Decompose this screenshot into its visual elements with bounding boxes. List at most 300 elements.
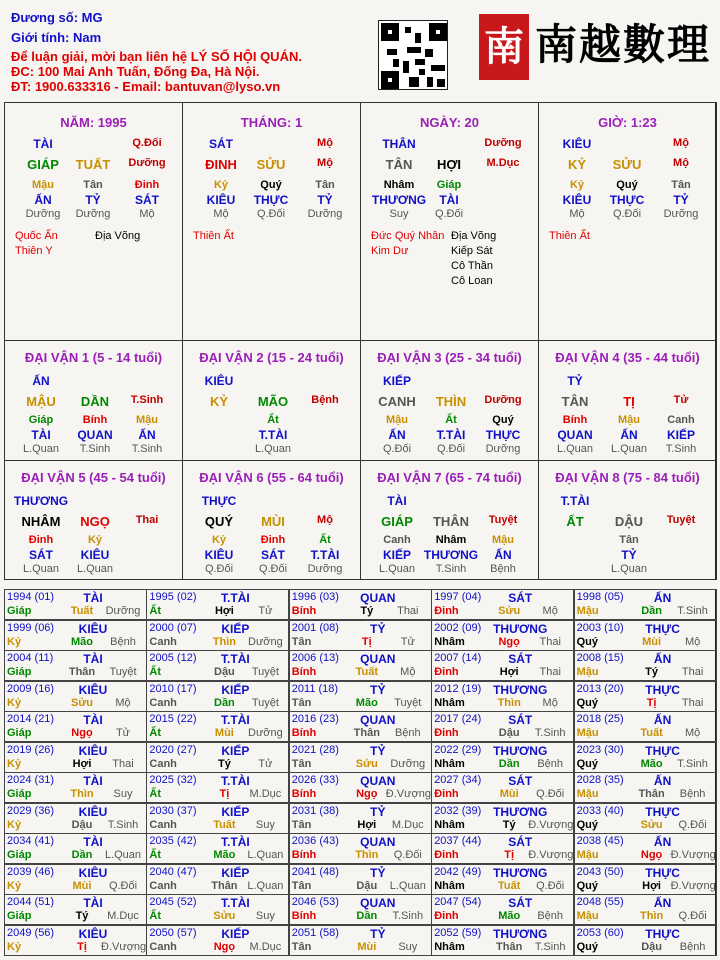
year-stage: Thai	[539, 666, 561, 678]
pillar-stem-branch: KỶ	[567, 157, 587, 172]
year-stem: Kỷ	[7, 818, 22, 831]
pillar-hidden-stem: Kỷ	[569, 179, 585, 191]
year-cell	[4, 772, 147, 803]
dai-van-hidden-stem: Kỷ	[87, 534, 103, 546]
year-stem: Tân	[291, 696, 312, 709]
year-label: 2042 (49)	[434, 865, 482, 878]
dai-van-stem-branch: Tuyệt	[666, 514, 696, 526]
dai-van-sub-star: TỶ	[621, 548, 637, 562]
dai-van-title: ĐẠI VẬN 8 (75 - 84 tuổi)	[555, 470, 700, 485]
pillar-star: TÀI	[439, 193, 459, 207]
year-branch: Mùi	[642, 635, 662, 648]
year-branch: Ngọ	[498, 635, 520, 648]
dai-van-stem-branch: Bệnh	[311, 394, 339, 406]
year-star: THƯƠNG	[493, 865, 548, 880]
year-label: 2036 (43)	[291, 835, 339, 847]
year-branch: Thìn	[497, 696, 521, 709]
dai-van-sub-star: THƯƠNG	[423, 548, 479, 562]
year-cell	[431, 833, 574, 864]
dai-van-sub-star: QUAN	[77, 428, 113, 442]
qr-module	[393, 59, 399, 67]
pillar-stage: Q.Đối	[612, 208, 642, 220]
year-stem: Ất	[149, 605, 161, 617]
year-star: TÀI	[83, 652, 103, 666]
year-branch: Dần	[71, 849, 93, 861]
year-cell	[431, 620, 574, 651]
year-star: TÀI	[83, 835, 103, 849]
dai-van-stem-branch: TÂN	[561, 394, 589, 409]
year-cell	[289, 864, 432, 895]
logo-char: 南	[535, 20, 582, 69]
year-stem: Mậu	[576, 666, 599, 678]
year-label: 2022 (29)	[434, 743, 482, 756]
dai-van-hidden-stem: Nhâm	[435, 534, 467, 546]
dai-van-hidden-stem: Ất	[319, 534, 331, 546]
pillar-4	[538, 102, 717, 341]
year-stage: Đ.Vượng	[385, 788, 431, 800]
year-star: T.TÀI	[221, 896, 250, 910]
dai-van-star: THƯƠNG	[13, 494, 69, 508]
dai-van-title: ĐẠI VẬN 7 (65 - 74 tuổi)	[377, 470, 522, 485]
year-stem: Nhâm	[434, 635, 465, 648]
year-cell	[289, 742, 432, 773]
qr-module	[387, 49, 397, 55]
year-label: 2026 (33)	[291, 774, 339, 786]
dai-van-stage: Dưỡng	[307, 563, 343, 575]
year-cell	[289, 772, 432, 803]
year-cell	[574, 925, 717, 956]
gender: Giới tính: Nam	[11, 30, 102, 45]
dai-van-8	[538, 460, 717, 580]
year-stem: Nhâm	[434, 940, 465, 953]
pillar-hidden-stem: Giáp	[436, 179, 462, 191]
year-star: THƯƠNG	[493, 926, 548, 941]
year-branch: Ngọ	[356, 788, 378, 800]
year-label: 2046 (53)	[291, 896, 339, 908]
year-label: 2048 (55)	[576, 896, 624, 908]
year-stem: Tân	[291, 940, 312, 953]
year-label: 2039 (46)	[7, 865, 55, 878]
year-branch: Mão	[640, 757, 663, 770]
year-label: 2012 (19)	[434, 682, 482, 695]
year-cell	[4, 864, 147, 895]
year-stage: Dưỡng	[105, 605, 141, 617]
year-star: T.TÀI	[221, 591, 250, 605]
dai-van-stage: L.Quan	[378, 563, 416, 575]
pillar-top-star: SÁT	[209, 137, 233, 151]
year-cell	[146, 681, 289, 712]
dai-van-hidden-stem: Mậu	[492, 534, 514, 546]
year-stage: T.Sinh	[534, 727, 566, 739]
year-cell	[4, 742, 147, 773]
dai-van-hidden-stem: Đinh	[28, 534, 54, 546]
year-label: 2021 (28)	[291, 743, 339, 756]
pillar-note: Địa Võng	[451, 230, 497, 242]
year-branch: Thìn	[70, 788, 94, 800]
pillar-stem-branch: GIÁP	[27, 157, 59, 172]
year-star: ẤN	[653, 774, 672, 788]
year-label: 2009 (16)	[7, 682, 55, 695]
year-branch: Mão	[498, 910, 521, 922]
year-branch: Sửu	[213, 910, 236, 922]
year-star: KIÊU	[78, 621, 108, 636]
dai-van-sub-star: T.TÀI	[258, 428, 288, 442]
year-branch: Tuất	[70, 605, 94, 617]
year-label: 2006 (13)	[291, 652, 339, 664]
dai-van-stem-branch: GIÁP	[381, 514, 413, 529]
year-stem: Bính	[291, 666, 317, 678]
year-star: TÀI	[83, 591, 103, 605]
dai-van-sub-star: KIÊU	[80, 548, 110, 562]
year-branch: Mùi	[357, 940, 377, 953]
year-stage: T.Sinh	[677, 605, 708, 617]
year-branch: Dần	[641, 605, 662, 617]
pillar-title: NGÀY: 20	[420, 115, 479, 130]
year-label: 1996 (03)	[291, 591, 339, 603]
dai-van-stem-branch: NHÂM	[21, 514, 61, 529]
address: ĐC: 100 Mai Anh Tuấn, Đống Đa, Hà Nội.	[11, 64, 260, 79]
dai-van-title: ĐẠI VẬN 5 (45 - 54 tuổi)	[21, 470, 166, 485]
year-star: SÁT	[508, 835, 533, 849]
year-star: TỶ	[370, 682, 386, 697]
year-label: 2050 (57)	[149, 926, 197, 939]
dai-van-sub-star: KIÊU	[204, 548, 234, 562]
year-label: 2000 (07)	[149, 621, 197, 634]
seal-icon: 南	[479, 14, 529, 80]
year-stage: Tuyệt	[251, 666, 279, 678]
dai-van-hidden-stem: Ất	[267, 414, 279, 426]
year-label: 1999 (06)	[7, 621, 55, 634]
pillar-note: Cô Thần	[451, 260, 493, 272]
pillar-top-star: KIÊU	[562, 137, 592, 151]
pillar-note: Đức Quý Nhân	[371, 230, 445, 242]
year-stage: Tử	[115, 727, 131, 739]
year-cell	[574, 650, 717, 681]
year-cell	[431, 711, 574, 742]
year-cell	[289, 620, 432, 651]
pillar-star: THỰC	[609, 193, 645, 207]
dai-van-stem-branch: Thai	[135, 514, 159, 526]
year-branch: Thân	[353, 727, 380, 739]
year-cell	[146, 833, 289, 864]
pillar-stage: Dưỡng	[75, 208, 111, 220]
year-stem: Ất	[149, 788, 161, 800]
year-branch: Tý	[360, 605, 374, 617]
year-cell	[289, 650, 432, 681]
dai-van-sub-star: ẤN	[138, 428, 156, 442]
dai-van-stem-branch: DẬU	[614, 514, 644, 529]
pillar-hidden-stem: Quý	[260, 179, 282, 191]
year-branch: Ngọ	[71, 727, 93, 739]
year-branch: Hợi	[499, 666, 519, 678]
year-label: 2043 (50)	[576, 865, 624, 878]
year-stage: Dưỡng	[390, 757, 426, 770]
year-stem: Canh	[149, 696, 177, 709]
year-stem: Kỷ	[7, 757, 22, 770]
year-label: 2007 (14)	[434, 652, 482, 664]
year-branch: Tị	[77, 940, 87, 953]
logo-char: 數	[623, 20, 670, 69]
year-stem: Tân	[291, 818, 312, 831]
pillar-hidden-stem: Quý	[616, 179, 638, 191]
dai-van-hidden-stem: Giáp	[28, 414, 54, 426]
year-cell	[146, 894, 289, 925]
dai-van-stage: L.Quan	[610, 563, 648, 575]
dai-van-hidden-stem: Mậu	[136, 414, 158, 426]
year-stem: Quý	[576, 635, 598, 648]
dai-van-stage: T.Sinh	[131, 443, 163, 455]
dai-van-star: TÀI	[387, 494, 407, 508]
year-cell	[4, 925, 147, 956]
pillar-hidden-stem: Kỷ	[213, 179, 229, 191]
year-star: SÁT	[508, 591, 533, 605]
pillar-top-star: Mộ	[673, 137, 689, 149]
dai-van-star: T.TÀI	[560, 494, 590, 508]
year-stage: Mộ	[542, 605, 558, 617]
year-grid	[4, 589, 716, 956]
year-branch: Tị	[219, 788, 230, 800]
year-label: 2027 (34)	[434, 774, 482, 786]
year-cell	[146, 650, 289, 681]
year-star: QUAN	[360, 713, 396, 727]
dai-van-stage: Bệnh	[490, 563, 516, 575]
year-stem: Kỷ	[7, 696, 22, 709]
year-label: 2018 (25)	[576, 713, 624, 725]
year-cell	[4, 803, 147, 834]
year-stage: Tử	[400, 635, 415, 648]
year-star: QUAN	[360, 896, 396, 910]
pillar-stage: Q.Đối	[256, 208, 286, 220]
dai-van-star: ẤN	[32, 374, 50, 388]
pillar-stage: Mộ	[569, 208, 585, 220]
dai-van-stem-branch: MẬU	[26, 394, 56, 409]
year-stem: Tân	[291, 635, 312, 648]
year-branch: Thân	[68, 666, 96, 678]
year-star: THƯƠNG	[493, 804, 548, 819]
year-stem: Ất	[149, 849, 161, 861]
year-cell	[4, 833, 147, 864]
dai-van-sub-star: SÁT	[261, 548, 285, 562]
year-branch: Sửu	[498, 605, 521, 617]
dai-van-sub-star: ẤN	[388, 428, 406, 442]
year-stage: Tuyệt	[394, 696, 422, 709]
pillar-note: Kiếp Sát	[451, 245, 493, 257]
year-stem: Ất	[149, 666, 161, 678]
year-stem: Tân	[291, 757, 312, 770]
year-star: ẤN	[653, 713, 672, 727]
year-branch: Tý	[75, 910, 89, 922]
year-star: KIẾP	[221, 865, 250, 880]
dai-van-hidden-stem: Ất	[445, 414, 457, 426]
qr-module	[431, 65, 445, 71]
year-label: 2037 (44)	[434, 835, 482, 847]
year-cell	[146, 803, 289, 834]
pillar-stem-branch: TUẤT	[75, 157, 111, 172]
year-stage: Suy	[255, 910, 275, 922]
year-cell	[574, 711, 717, 742]
year-label: 2025 (32)	[149, 774, 197, 786]
pillar-3	[360, 102, 539, 341]
qr-module	[407, 47, 421, 53]
pillar-stem-branch: SỬU	[256, 157, 286, 172]
year-cell	[574, 589, 717, 620]
year-branch: Tị	[361, 635, 372, 648]
dai-van-stage: L.Quan	[22, 443, 60, 455]
dai-van-sub-star: ẤN	[494, 548, 512, 562]
year-star: T.TÀI	[221, 774, 250, 788]
year-stem: Giáp	[7, 605, 32, 617]
pillar-stem-branch: TÂN	[385, 157, 413, 172]
year-star: KIẾP	[221, 682, 250, 697]
pillar-note: Quốc Ấn	[15, 230, 58, 242]
pillar-hidden-stem: Tân	[315, 179, 335, 191]
dai-van-7	[360, 460, 539, 580]
year-label: 2011 (18)	[291, 682, 339, 695]
year-cell	[431, 925, 574, 956]
year-stage: Q.Đối	[393, 849, 422, 861]
year-star: ẤN	[653, 896, 672, 910]
year-cell	[289, 803, 432, 834]
year-stem: Giáp	[7, 666, 32, 678]
year-stage: Tuyệt	[251, 696, 279, 709]
dai-van-stem-branch: ẤT	[566, 514, 584, 529]
dai-van-sub-star: KIẾP	[382, 548, 411, 562]
dai-van-sub-star: T.TÀI	[436, 428, 466, 442]
year-stem: Nhâm	[434, 879, 465, 892]
year-stage: Tuyệt	[109, 666, 137, 678]
year-cell	[431, 894, 574, 925]
dai-van-title: ĐẠI VẬN 2 (15 - 24 tuổi)	[199, 350, 344, 365]
dai-van-stem-branch: Mộ	[317, 514, 333, 526]
year-cell	[146, 864, 289, 895]
dai-van-sub-star: QUAN	[557, 428, 593, 442]
year-star: KIÊU	[78, 926, 108, 941]
year-star: T.TÀI	[221, 652, 250, 666]
year-stage: Tử	[258, 605, 273, 617]
pillar-title: GIỜ: 1:23	[598, 115, 657, 130]
year-cell	[431, 650, 574, 681]
year-star: TÀI	[83, 774, 103, 788]
year-stem: Canh	[149, 757, 177, 770]
year-stage: L.Quan	[247, 849, 284, 861]
pillar-hidden-stem: Đinh	[134, 179, 160, 191]
year-branch: Tuất	[497, 879, 521, 892]
year-label: 2019 (26)	[7, 743, 55, 756]
year-star: KIÊU	[78, 682, 108, 697]
dai-van-stage: L.Quan	[254, 443, 292, 455]
year-label: 2015 (22)	[149, 713, 197, 725]
year-label: 2005 (12)	[149, 652, 197, 664]
dai-van-sub-star: THỰC	[485, 428, 521, 442]
year-stem: Kỷ	[7, 879, 22, 892]
dai-van-sub-star: T.TÀI	[310, 548, 340, 562]
dai-van-stage: Dưỡng	[485, 443, 521, 455]
year-label: 2014 (21)	[7, 713, 55, 725]
year-stem: Giáp	[7, 849, 32, 861]
pillar-hidden-stem: Nhâm	[383, 179, 415, 191]
year-stem: Đinh	[434, 788, 459, 800]
dai-van-stage: L.Quan	[76, 563, 114, 575]
year-cell	[146, 925, 289, 956]
year-branch: Mão	[213, 849, 236, 861]
pillar-stem-branch: Mộ	[673, 157, 689, 169]
year-stage: T.Sinh	[107, 818, 139, 831]
year-stage: Bệnh	[110, 635, 136, 648]
year-label: 2052 (59)	[434, 926, 482, 939]
dai-van-title: ĐẠI VẬN 3 (25 - 34 tuổi)	[377, 350, 522, 365]
year-branch: Thìn	[355, 849, 379, 861]
year-star: KIÊU	[78, 743, 108, 758]
year-stem: Bính	[291, 727, 317, 739]
year-stage: M.Dục	[391, 818, 424, 831]
qr-module	[433, 27, 443, 37]
year-stem: Tân	[291, 879, 312, 892]
year-label: 2033 (40)	[576, 804, 624, 817]
dai-van-sub-star: SÁT	[29, 548, 53, 562]
pillar-hidden-stem: Tân	[83, 179, 103, 191]
year-stage: Mộ	[400, 666, 416, 678]
year-cell	[4, 620, 147, 651]
year-star: TỶ	[370, 804, 386, 819]
year-label: 1998 (05)	[576, 591, 624, 603]
year-stem: Mậu	[576, 788, 599, 800]
dai-van-stem-branch: DẦN	[80, 394, 110, 409]
logo-char: 越	[579, 20, 626, 69]
year-stage: Đ.Vượng	[670, 879, 716, 892]
year-stem: Ất	[149, 727, 161, 739]
year-star: ẤN	[653, 835, 672, 849]
year-stage: Bệnh	[679, 788, 706, 800]
year-branch: Dậu	[498, 727, 520, 739]
year-stage: L.Quan	[104, 849, 142, 861]
year-stage: Bệnh	[537, 910, 564, 922]
year-label: 2041 (48)	[291, 865, 339, 878]
year-stem: Giáp	[7, 727, 32, 739]
year-branch: Thân	[638, 788, 665, 800]
dai-van-stem-branch: Dưỡng	[484, 394, 522, 406]
year-stem: Canh	[149, 879, 177, 892]
year-branch: Thìn	[212, 635, 236, 648]
pillar-note: Kim Dư	[371, 245, 409, 257]
year-stage: T.Sinh	[392, 910, 424, 922]
year-cell	[431, 742, 574, 773]
year-label: 1994 (01)	[7, 591, 55, 603]
year-stem: Nhâm	[434, 757, 465, 770]
year-stage: Bệnh	[394, 727, 421, 739]
year-stage: M.Dục	[249, 940, 282, 953]
year-star: QUAN	[360, 835, 396, 849]
year-stage: Suy	[255, 818, 275, 831]
year-star: TỶ	[370, 865, 386, 880]
year-cell	[289, 589, 432, 620]
year-branch: Thân	[211, 879, 238, 892]
year-branch: Tý	[645, 666, 659, 678]
year-star: QUAN	[360, 774, 396, 788]
year-stage: Q.Đối	[536, 879, 565, 892]
qr-module	[415, 59, 425, 65]
dai-van-hidden-stem: Canh	[667, 414, 695, 426]
year-stage: Thai	[397, 605, 419, 617]
year-cell	[431, 803, 574, 834]
pillar-stem-branch: HỢI	[436, 157, 462, 172]
year-label: 2035 (42)	[149, 835, 197, 847]
pillar-hidden-stem: Mậu	[32, 179, 54, 191]
year-cell	[289, 925, 432, 956]
pillar-star: THƯƠNG	[371, 193, 427, 207]
year-label: 1995 (02)	[149, 591, 197, 603]
year-branch: Dần	[356, 910, 378, 922]
owner-name: Đương số: MG	[11, 10, 103, 25]
